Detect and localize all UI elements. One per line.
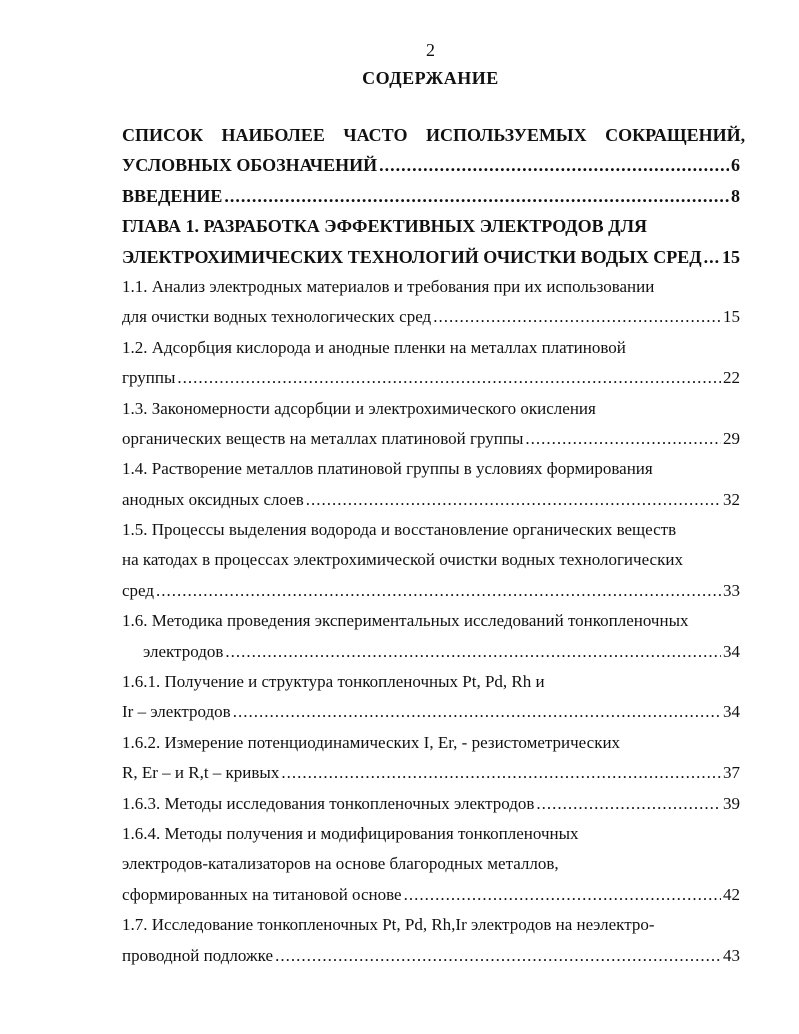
toc-entry <box>122 394 740 424</box>
toc-entry <box>122 576 740 606</box>
toc-entry-text: 1.3. Закономерности адсорбции и электрохимического окисления <box>122 398 596 418</box>
dot-leader <box>233 697 721 727</box>
toc-entry-text: 1.4. Растворение металлов платиновой группы в условиях формирования <box>122 459 653 479</box>
toc-page-number: 22 <box>723 368 740 388</box>
toc-entry <box>122 941 740 971</box>
toc-entry-text: 1.5. Процессы выделения водорода и восстановление органических веществ <box>122 520 677 540</box>
toc-entry <box>122 302 740 332</box>
toc-page-number: 34 <box>723 641 740 661</box>
toc-entry-text: 1.6.2. Измерение потенциодинамических I, Er, - резистометрических <box>122 732 621 752</box>
toc-entry <box>122 515 740 545</box>
toc-page-number: 42 <box>723 884 740 904</box>
toc-entry <box>122 728 740 758</box>
toc-page-number: 39 <box>723 793 740 813</box>
toc-entry-text: 1.7. Исследование тонкопленочных Pt, Pd, Rh,Ir электродов на неэлектро- <box>122 915 655 935</box>
page-title: СОДЕРЖАНИЕ <box>362 68 499 88</box>
dot-leader <box>536 789 721 819</box>
toc-entry-text: ЭЛЕКТРОХИМИЧЕСКИХ ТЕХНОЛОГИЙ ОЧИСТКИ ВОДЫХ СРЕД <box>122 246 702 267</box>
toc-entry-text: на катодах в процессах электрохимической очистки водных технологических <box>122 550 683 570</box>
toc-entry <box>122 880 740 910</box>
dot-leader <box>306 485 721 515</box>
dot-leader <box>704 242 720 272</box>
toc-page-number: 15 <box>723 307 740 327</box>
toc-entry-text: для очистки водных технологических сред <box>122 307 432 327</box>
toc-entry-text: ВВЕДЕНИЕ <box>122 185 223 206</box>
toc-entry <box>122 211 740 241</box>
toc-entry-text: электродов-катализаторов на основе благородных металлов, <box>122 854 559 874</box>
toc-page-number: 32 <box>723 489 740 509</box>
toc-entry-text: анодных оксидных слоев <box>122 489 304 509</box>
toc-entry-text: 1.2. Адсорбция кислорода и анодные пленки на металлах платиновой <box>122 337 626 357</box>
toc-entry-text: электродов <box>143 641 224 661</box>
dot-leader <box>379 150 729 180</box>
dot-leader <box>433 302 721 332</box>
toc-entry-text: сред <box>122 580 155 600</box>
toc-entry <box>122 789 740 819</box>
toc-entry-text: сформированных на титановой основе <box>122 884 402 904</box>
toc-entry-text: группы <box>122 368 176 388</box>
toc-entry-text: 1.6.4. Методы получения и модифицирования тонкопленочных <box>122 823 579 843</box>
page-number: 2 <box>426 40 435 60</box>
toc-entry <box>122 606 740 636</box>
toc-entry-text: 1.6. Методика проведения экспериментальных исследований тонкопленочных <box>122 611 689 631</box>
dot-leader <box>225 637 721 667</box>
toc-entry <box>122 485 740 515</box>
toc-page-number: 8 <box>731 185 740 206</box>
toc-entry <box>122 454 740 484</box>
toc-page-number: 6 <box>731 155 740 176</box>
toc-entry <box>122 424 740 454</box>
toc-entry <box>122 545 740 575</box>
dot-leader <box>177 363 721 393</box>
toc-entry <box>122 272 740 302</box>
toc-entry-text: проводной подложке <box>122 945 274 965</box>
toc-entry <box>122 910 740 940</box>
toc-entry <box>122 758 740 788</box>
toc-page-number: 15 <box>722 246 740 267</box>
toc-page-number: 34 <box>723 702 740 722</box>
toc-entry <box>122 637 740 667</box>
toc-page-number: 43 <box>723 945 740 965</box>
toc-page-number: 33 <box>723 580 740 600</box>
toc-entry <box>122 181 740 211</box>
dot-leader <box>525 424 721 454</box>
dot-leader <box>275 941 721 971</box>
toc-entry <box>122 667 740 697</box>
toc-entry-text: СПИСОК НАИБОЛЕЕ ЧАСТО ИСПОЛЬЗУЕМЫХ СОКРАЩЕНИЙ, <box>122 125 746 145</box>
dot-leader <box>224 181 729 211</box>
toc-entry-text: органических веществ на металлах платиновой группы <box>122 428 524 448</box>
toc-page-number: 29 <box>723 428 740 448</box>
toc-entry-text: 1.6.3. Методы исследования тонкопленочных электродов <box>122 793 535 813</box>
toc-entry <box>122 242 740 272</box>
dot-leader <box>156 576 721 606</box>
toc-page-number: 37 <box>723 763 740 783</box>
toc-entry <box>122 363 740 393</box>
toc-entry <box>122 697 740 727</box>
dot-leader <box>281 758 721 788</box>
toc-entry-text: ГЛАВА 1. РАЗРАБОТКА ЭФФЕКТИВНЫХ ЭЛЕКТРОДОВ ДЛЯ <box>122 216 647 237</box>
toc-entry <box>122 120 746 150</box>
table-of-contents <box>122 120 746 971</box>
toc-entry <box>122 819 740 849</box>
toc-entry-text: R, Er – и R,t – кривых <box>122 763 280 783</box>
toc-entry <box>122 150 740 180</box>
toc-entry-text: УСЛОВНЫХ ОБОЗНАЧЕНИЙ <box>122 155 378 176</box>
toc-entry-text: 1.1. Анализ электродных материалов и требования при их использовании <box>122 276 655 296</box>
dot-leader <box>404 880 721 910</box>
toc-entry-text: Ir – электродов <box>122 702 231 722</box>
toc-entry <box>122 849 740 879</box>
toc-entry <box>122 333 740 363</box>
toc-entry-text: 1.6.1. Получение и структура тонкопленочных Pt, Pd, Rh и <box>122 672 545 692</box>
